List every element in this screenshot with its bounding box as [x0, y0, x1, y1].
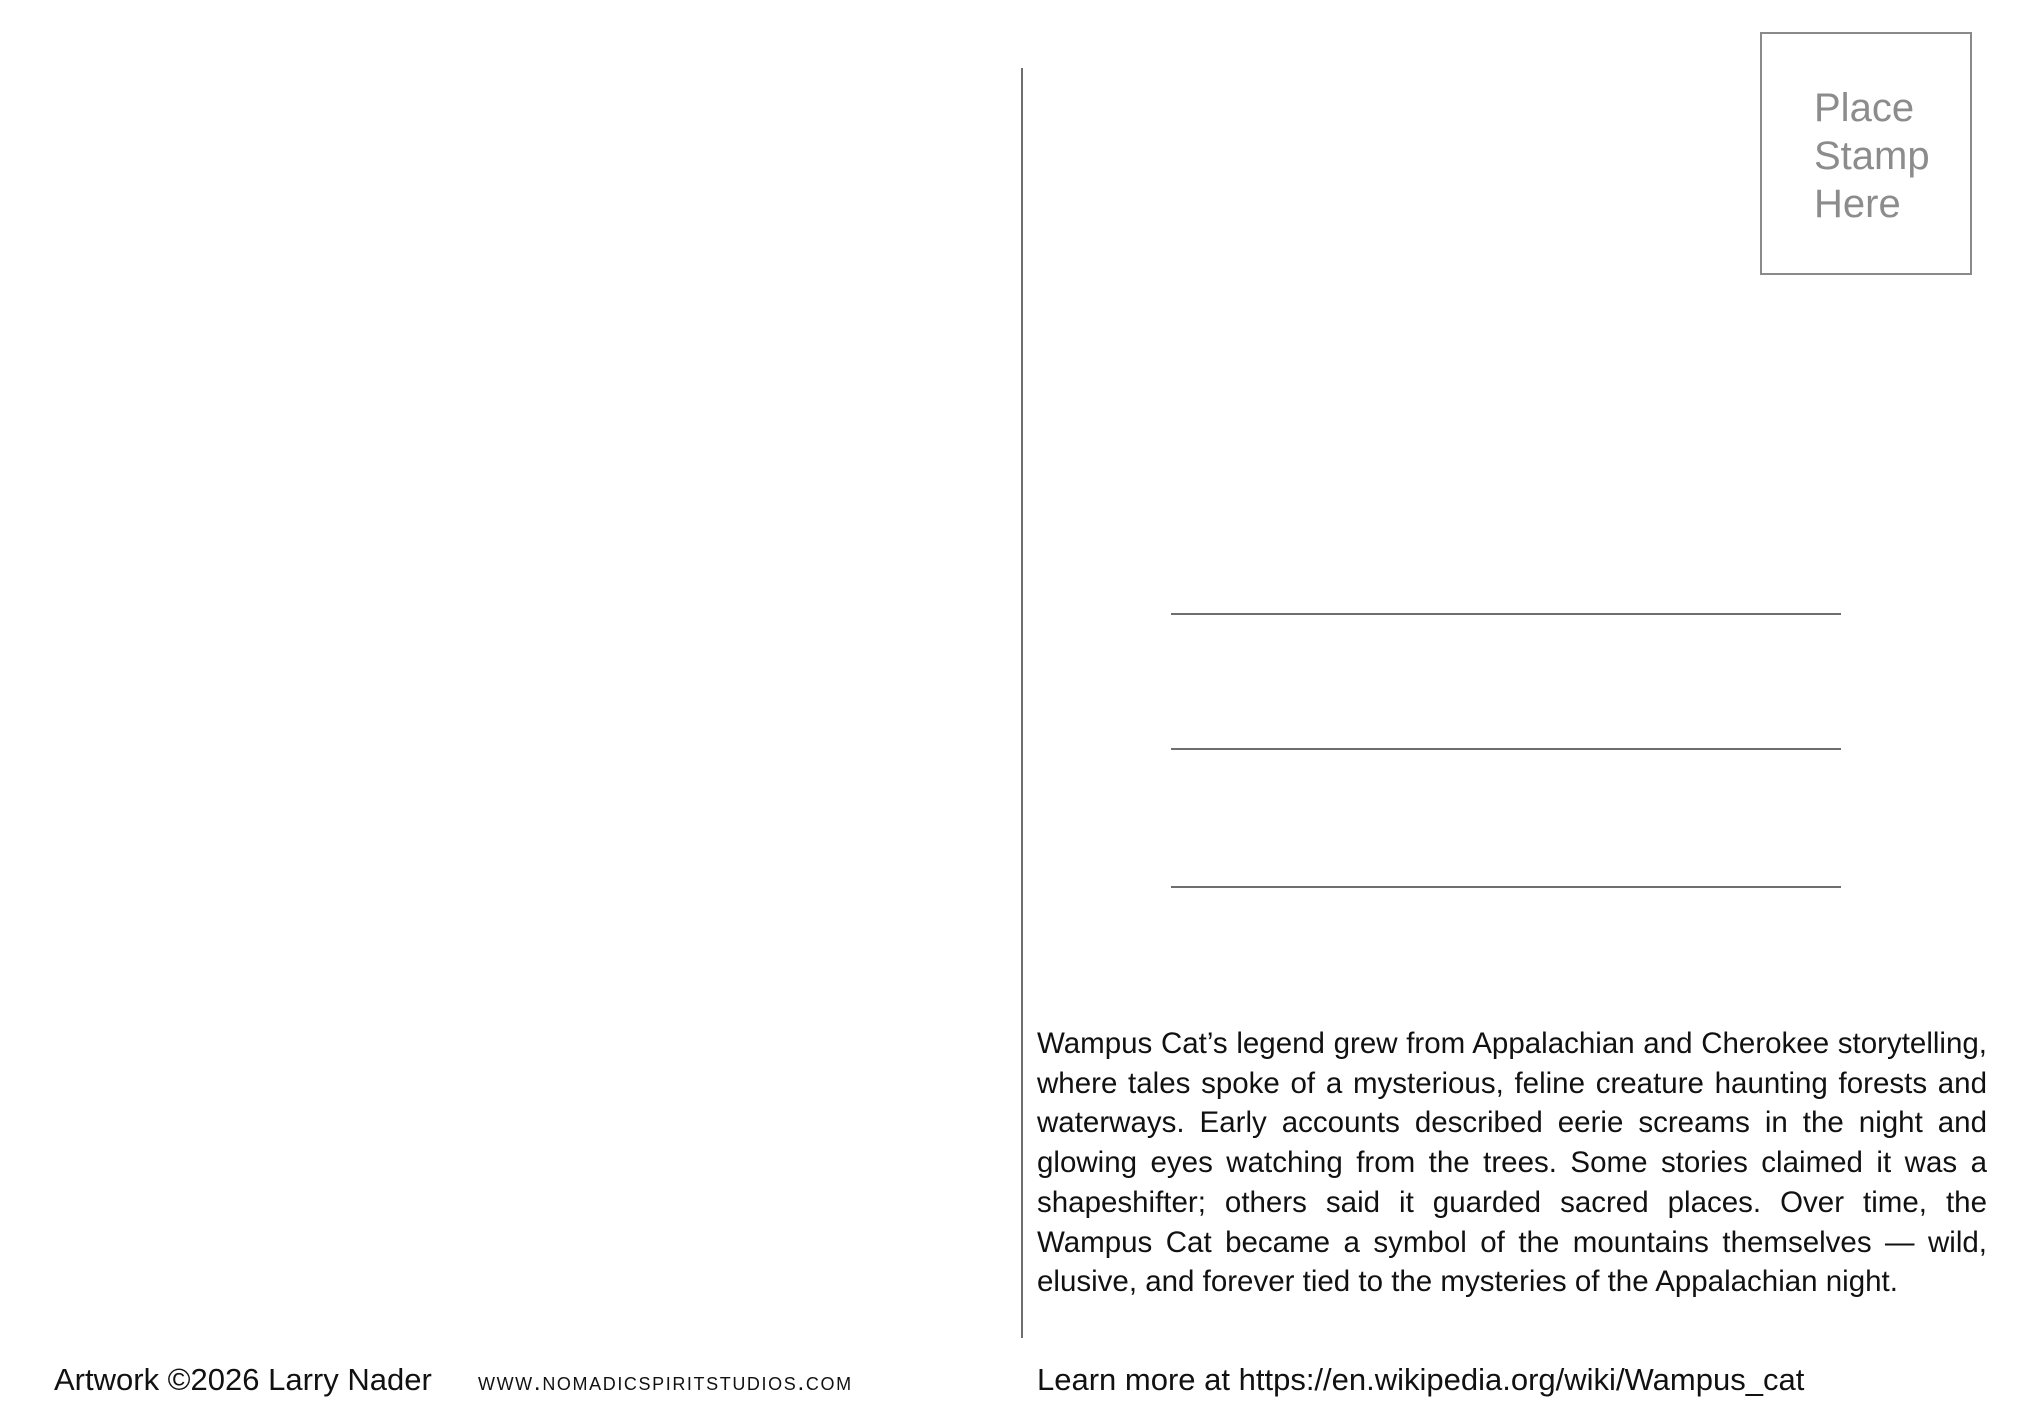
legend-description: Wampus Cat’s legend grew from Appalachian and Cherokee storytelling, where tales spoke of a mysterious, feline creature haunting forests and waterways. Early accounts described eerie screams in the night and glowing eyes watching from the trees. Some stories claimed it was a shapeshifter; others said it guarded sacred places. Over time, the Wampus Cat became a symbol of the mountains themselves — wild, elusive, and forever tied to the mysteries of the Appalachian night. — [1037, 1027, 1987, 1299]
postcard-center-divider — [1021, 68, 1023, 1338]
address-line-2 — [1171, 748, 1841, 750]
address-line-3 — [1171, 886, 1841, 888]
studio-website: www.nomadicspiritstudios.com — [478, 1368, 853, 1396]
stamp-placeholder-box — [1760, 32, 1972, 275]
artwork-credit: Artwork ©2026 Larry Nader — [54, 1362, 432, 1397]
address-line-1 — [1171, 613, 1841, 615]
stamp-placeholder-text: Place Stamp Here — [1814, 86, 1930, 226]
learn-more-link: Learn more at https://en.wikipedia.org/wiki/Wampus_cat — [1037, 1362, 1805, 1397]
